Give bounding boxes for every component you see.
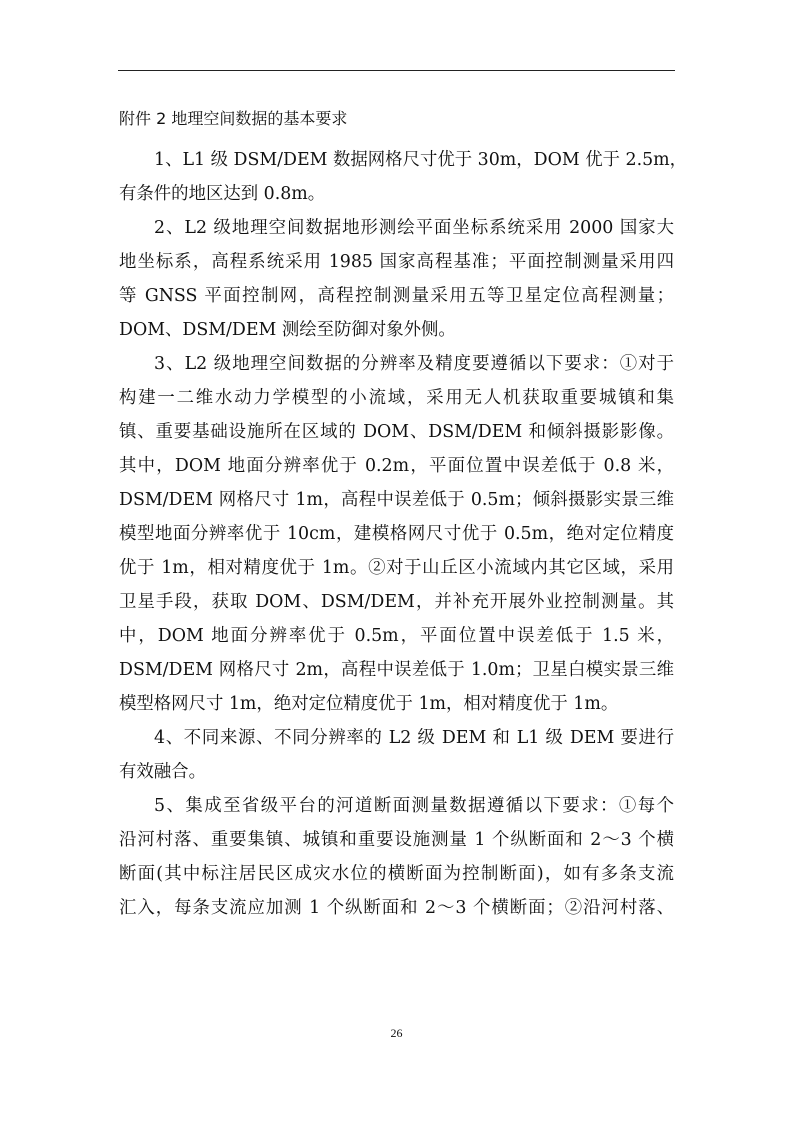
paragraph-5 <box>119 789 674 925</box>
paragraph-line: 模型地面分辨率优于 10cm，建模格网尺寸优于 0.5m，绝对定位精度 <box>119 524 674 544</box>
paragraph-line: DOM、DSM/DEM 测绘至防御对象外侧。 <box>119 320 456 340</box>
paragraph-line: 1、L1 级 DSM/DEM 数据网格尺寸优于 30m，DOM 优于 2.5m， <box>154 150 688 170</box>
paragraph-line: 5、集成至省级平台的河道断面测量数据遵循以下要求：①每个 <box>154 796 674 816</box>
paragraph-line: 有条件的地区达到 0.8m。 <box>119 184 326 204</box>
paragraph-line: 构建一二维水动力学模型的小流域，采用无人机获取重要城镇和集 <box>119 388 674 408</box>
paragraph-line: 有效融合。 <box>119 762 206 782</box>
paragraph-3 <box>119 347 674 721</box>
paragraph-line: 断面(其中标注居民区成灾水位的横断面为控制断面)，如有多条支流 <box>119 864 674 884</box>
paragraph-line: 汇入，每条支流应加测 1 个纵断面和 2～3 个横断面；②沿河村落、 <box>119 898 674 918</box>
paragraph-line: DSM/DEM 网格尺寸 2m，高程中误差低于 1.0m；卫星白模实景三维 <box>119 660 674 680</box>
paragraph-line: 模型格网尺寸 1m，绝对定位精度优于 1m，相对精度优于 1m。 <box>119 694 619 714</box>
paragraph-line: 其中，DOM 地面分辨率优于 0.2m，平面位置中误差低于 0.8 米， <box>119 456 674 476</box>
paragraph-4 <box>119 721 674 789</box>
header-rule <box>118 70 675 71</box>
paragraph-line: DSM/DEM 网格尺寸 1m，高程中误差低于 0.5m；倾斜摄影实景三维 <box>119 490 674 510</box>
paragraph-line: 中，DOM 地面分辨率优于 0.5m，平面位置中误差低于 1.5 米， <box>119 626 674 646</box>
paragraph-line: 等 GNSS 平面控制网，高程控制测量采用五等卫星定位高程测量； <box>119 286 674 306</box>
document-body <box>119 108 688 925</box>
paragraph-line: 沿河村落、重要集镇、城镇和重要设施测量 1 个纵断面和 2～3 个横 <box>119 830 674 850</box>
paragraph-1 <box>119 143 688 211</box>
paragraph-line: 3、L2 级地理空间数据的分辨率及精度要遵循以下要求：①对于 <box>154 354 674 374</box>
page-number: 26 <box>390 1026 403 1040</box>
paragraph-2 <box>119 211 674 347</box>
paragraph-line: 优于 1m，相对精度优于 1m。②对于山丘区小流域内其它区域，采用 <box>119 558 674 578</box>
paragraph-line: 地坐标系，高程系统采用 1985 国家高程基准；平面控制测量采用四 <box>119 252 674 272</box>
paragraph-line: 卫星手段，获取 DOM、DSM/DEM，并补充开展外业控制测量。其 <box>119 592 674 612</box>
paragraph-line: 2、L2 级地理空间数据地形测绘平面坐标系统采用 2000 国家大 <box>154 218 674 238</box>
attachment-heading: 附件 2 地理空间数据的基本要求 <box>119 109 348 128</box>
paragraph-line: 镇、重要基础设施所在区域的 DOM、DSM/DEM 和倾斜摄影影像。 <box>119 422 674 442</box>
paragraph-line: 4、不同来源、不同分辨率的 L2 级 DEM 和 L1 级 DEM 要进行 <box>154 728 674 748</box>
